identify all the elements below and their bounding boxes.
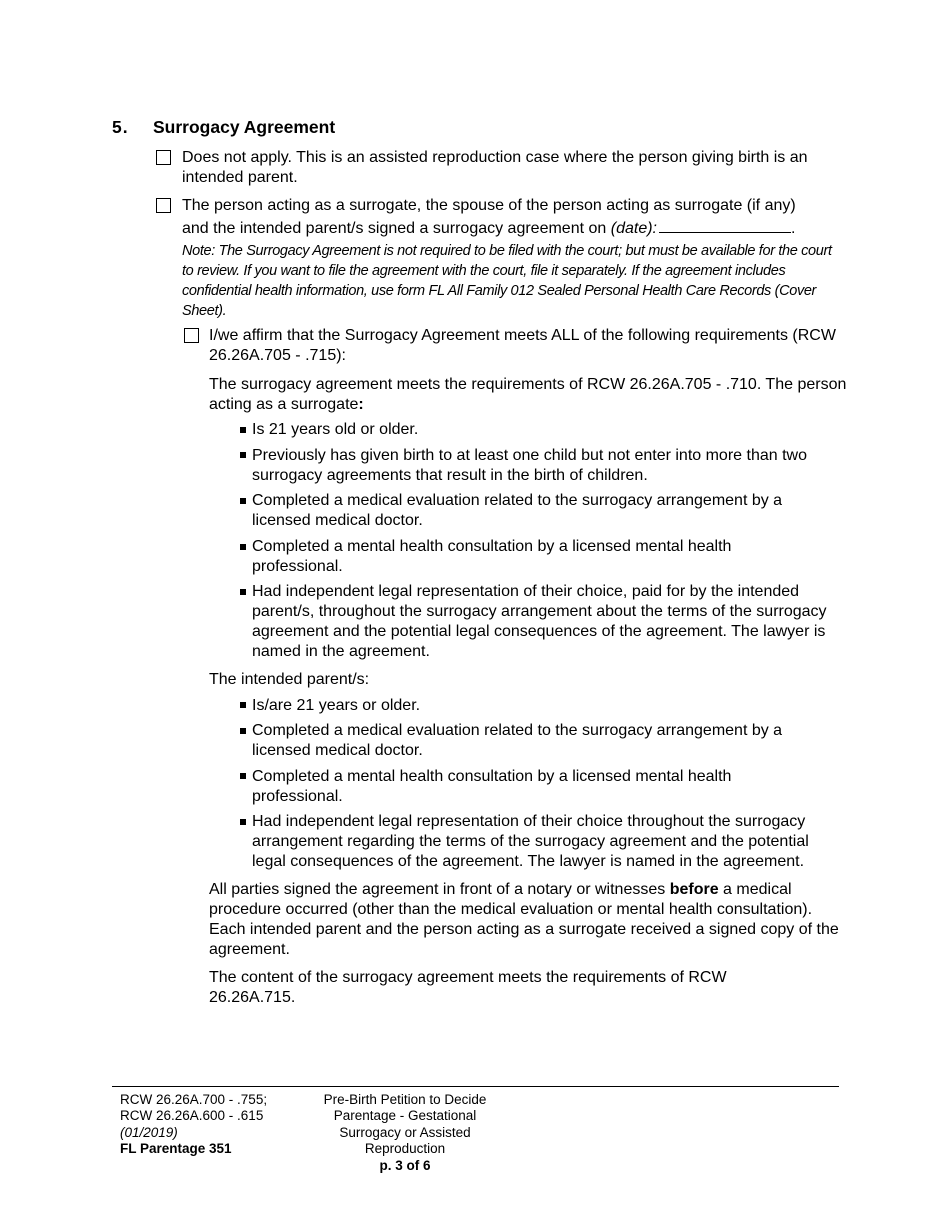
surrogate-item: Previously has given birth to at least one child but not enter into more than two surrogacy agreements that result in the birth of children. — [252, 447, 807, 484]
bullet-marker — [240, 773, 246, 779]
surrogate-item: Had independent legal representation of their choice, paid for by the intended parent/s, throughout the surrogacy arrangement about the terms of the surrogacy agreement and the potential legal consequences of the agreement. The lawyer is named in the agreement. — [252, 583, 827, 660]
signed-agreement-line2-text: and the intended parent/s signed a surrogacy agreement on — [182, 220, 607, 237]
content-paragraph: The content of the surrogacy agreement meets the requirements of RCW 26.26A.715. — [209, 969, 727, 1006]
footer-center — [300, 1092, 510, 1174]
not-apply-checkbox[interactable] — [156, 150, 171, 165]
signed-paragraph — [209, 880, 847, 960]
parent-item: Is/are 21 years or older. — [252, 697, 421, 714]
bullet-marker — [240, 498, 246, 504]
parent-item: Completed a medical evaluation related to the surrogacy arrangement by a licensed medical doctor. — [252, 722, 783, 759]
surrogate-intro-colon: : — [358, 396, 364, 413]
footer-form-id: FL Parentage 351 — [120, 1141, 232, 1157]
signed-agreement-text — [182, 196, 852, 239]
bullet-marker — [240, 728, 246, 734]
footer-divider — [112, 1086, 839, 1087]
affirm-text: I/we affirm that the Surrogacy Agreement meets ALL of the following requirements (RCW 26.26A.705 - .715): — [209, 327, 836, 364]
signed-agreement-line1: The person acting as a surrogate, the spouse of the person acting as surrogate (if any) — [182, 197, 796, 214]
parents-intro: The intended parent/s: — [209, 671, 370, 688]
signed-agreement-line2 — [182, 216, 852, 239]
footer-date: (01/2019) — [120, 1124, 178, 1140]
surrogate-item: Completed a mental health consultation by a licensed mental health professional. — [252, 538, 732, 575]
signed-agreement-checkbox[interactable] — [156, 198, 171, 213]
parent-item: Had independent legal representation of their choice throughout the surrogacy arrangement regarding the terms of the surrogacy agreement and the potential legal consequences of the agreement. The lawyer is named in the agreement. — [252, 813, 809, 870]
footer-title-4: Reproduction — [364, 1141, 446, 1157]
footer-title-1: Pre-Birth Petition to Decide — [323, 1092, 487, 1107]
bullet-marker — [240, 589, 246, 595]
not-apply-text: Does not apply. This is an assisted reproduction case where the person giving birth is an intended parent. — [182, 149, 808, 186]
bullet-marker — [240, 544, 246, 550]
footer-rcw-1: RCW 26.26A.700 - .755; — [120, 1092, 268, 1107]
parent-item: Completed a mental health consultation by a licensed mental health professional. — [252, 768, 732, 805]
signed-paragraph-bold: before — [669, 881, 719, 898]
footer-left — [120, 1092, 320, 1158]
signed-paragraph-before: All parties signed the agreement in front of a notary or witnesses — [209, 881, 670, 898]
surrogate-item: Is 21 years old or older. — [252, 421, 419, 438]
signed-paragraph-after: a medical procedure occurred (other than the medical evaluation or mental health consultation). Each intended parent and the person acting as a surrogate received a signed copy of the agreement. — [209, 881, 839, 958]
note-text: Note: The Surrogacy Agreement is not required to be filed with the court; but must be available for the court to review. If you want to file the agreement with the court, file it separately. If the agreement includes confidential health information, use form FL All Family 012 Sealed Personal Health Care Records (Cover Sheet). — [182, 243, 832, 319]
surrogate-item: Completed a medical evaluation related to the surrogacy arrangement by a licensed medical doctor. — [252, 492, 783, 529]
bullet-marker — [240, 702, 246, 708]
section-title: Surrogacy Agreement — [153, 117, 336, 137]
bullet-marker — [240, 427, 246, 433]
date-label: (date): — [610, 220, 657, 237]
affirm-checkbox[interactable] — [184, 328, 199, 343]
page-number: p. 3 of 6 — [379, 1157, 431, 1173]
footer-rcw-2: RCW 26.26A.600 - .615 — [120, 1108, 264, 1124]
date-period: . — [791, 220, 796, 237]
footer-title-3: Surrogacy or Assisted — [339, 1124, 471, 1140]
bullet-marker — [240, 819, 246, 825]
date-input[interactable] — [659, 216, 791, 233]
surrogate-intro-text: The surrogacy agreement meets the requirements of RCW 26.26A.705 - .710. The person acting as a surrogate — [209, 376, 847, 413]
bullet-marker — [240, 452, 246, 458]
footer-title-2: Parentage - Gestational — [333, 1108, 477, 1124]
section-number: 5. — [112, 117, 129, 137]
surrogate-intro — [209, 375, 849, 415]
